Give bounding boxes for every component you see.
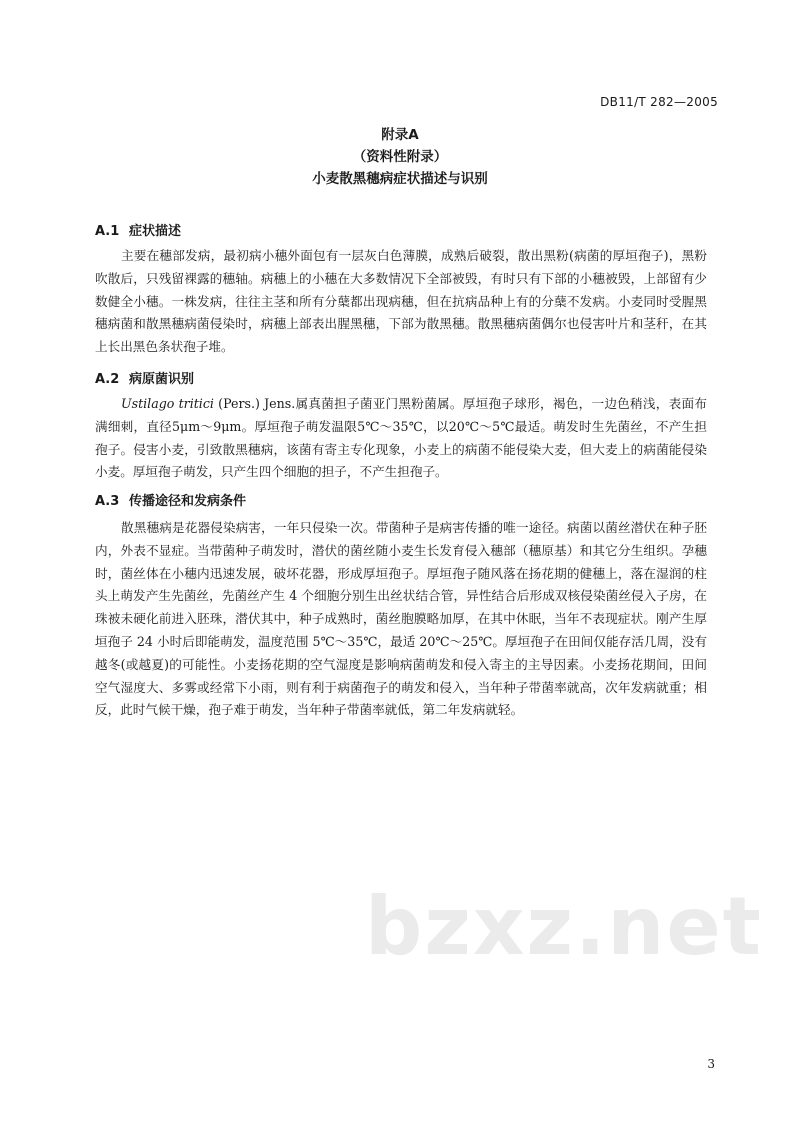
page-number: 3: [707, 1057, 715, 1071]
section-number: A.3: [95, 494, 120, 509]
section-title: 传播途径和发病条件: [129, 494, 247, 509]
section-body-a2: [95, 393, 707, 484]
standard-code: DB11/T 282—2005: [600, 95, 718, 109]
section-heading-a2: [95, 368, 194, 387]
pathogen-latin-name: Ustilago tritici: [121, 396, 214, 411]
section-number: A.1: [95, 224, 120, 239]
section-body-text: (Pers.) Jens.属真菌担子菌亚门黑粉菌属。厚垣孢子球形，褐色，一边色稍浅，表面布满细刺，直径5μm～9μm。厚垣孢子萌发温限5℃～35℃，以20℃～5℃最适。萌发时生先菌丝，不产生担孢子。侵害小麦，引致散黑穗病，该菌有寄主专化现象，小麦上的病菌不能侵染大麦，但大麦上的病菌能侵染小麦。厚垣孢子萌发，只产生四个细胞的担子，不产生担孢子。: [95, 396, 707, 480]
section-body-a3: 散黑穗病是花器侵染病害，一年只侵染一次。带菌种子是病害传播的唯一途径。病菌以菌丝潜伏在种子胚内，外表不显症。当带菌种子萌发时，潜伏的菌丝随小麦生长发育侵入穗部（穗原基）和其它分生组织。孕穗时，菌丝体在小穗内迅速发展，破坏花器，形成厚垣孢子。厚垣孢子随风落在扬花期的健穗上，落在湿润的柱头上萌发产生先菌丝，先菌丝产生 4 个细胞分别生出丝状结合管，异性结合后形成双核侵染菌丝侵入子房，在珠被未硬化前进入胚珠，潜伏其中，种子成熟时，菌丝胞膜略加厚，在其中休眠，当年不表现症状。刚产生厚垣孢子 24 小时后即能萌发，温度范围 5℃～35℃，最适 20℃～25℃。厚垣孢子在田间仅能存活几周，没有越冬(或越夏)的可能性。小麦扬花期的空气湿度是影响病菌萌发和侵入寄主的主导因素。小麦扬花期间，田间空气湿度大、多雾或经常下小雨，则有利于病菌孢子的萌发和侵入，当年种子带菌率就高，次年发病就重；相反，此时气候干燥，孢子难于萌发，当年种子带菌率就低，第二年发病就轻。: [95, 520, 707, 718]
section-heading-a1: [95, 220, 181, 239]
appendix-nature: （资料性附录）: [352, 149, 448, 165]
watermark: bzxz.net: [365, 880, 763, 973]
section-body-a1: 主要在穗部发病，最初病小穗外面包有一层灰白色薄膜，成熟后破裂，散出黑粉(病菌的厚垣孢子)，黑粉吹散后，只残留裸露的穗轴。病穗上的小穗在大多数情况下全部被毁，有时只有下部的小穗被毁，上部留有少数健全小穗。一株发病，往往主茎和所有分蘖都出现病穗，但在抗病品种上有的分蘖不发病。小麦同时受腥黑穗病菌和散黑穗病菌侵染时，病穗上部表出腥黑穗，下部为散黑穗。散黑穗病菌偶尔也侵害叶片和茎秆，在其上长出黑色条状孢子堆。: [95, 248, 707, 355]
appendix-label: 附录A: [381, 127, 419, 143]
appendix-title-block: [0, 124, 800, 190]
section-title: 病原菌识别: [129, 372, 195, 387]
section-title: 症状描述: [129, 224, 182, 239]
appendix-title: 小麦散黑穗病症状描述与识别: [312, 171, 488, 187]
section-number: A.2: [95, 372, 120, 387]
section-heading-a3: [95, 490, 246, 509]
